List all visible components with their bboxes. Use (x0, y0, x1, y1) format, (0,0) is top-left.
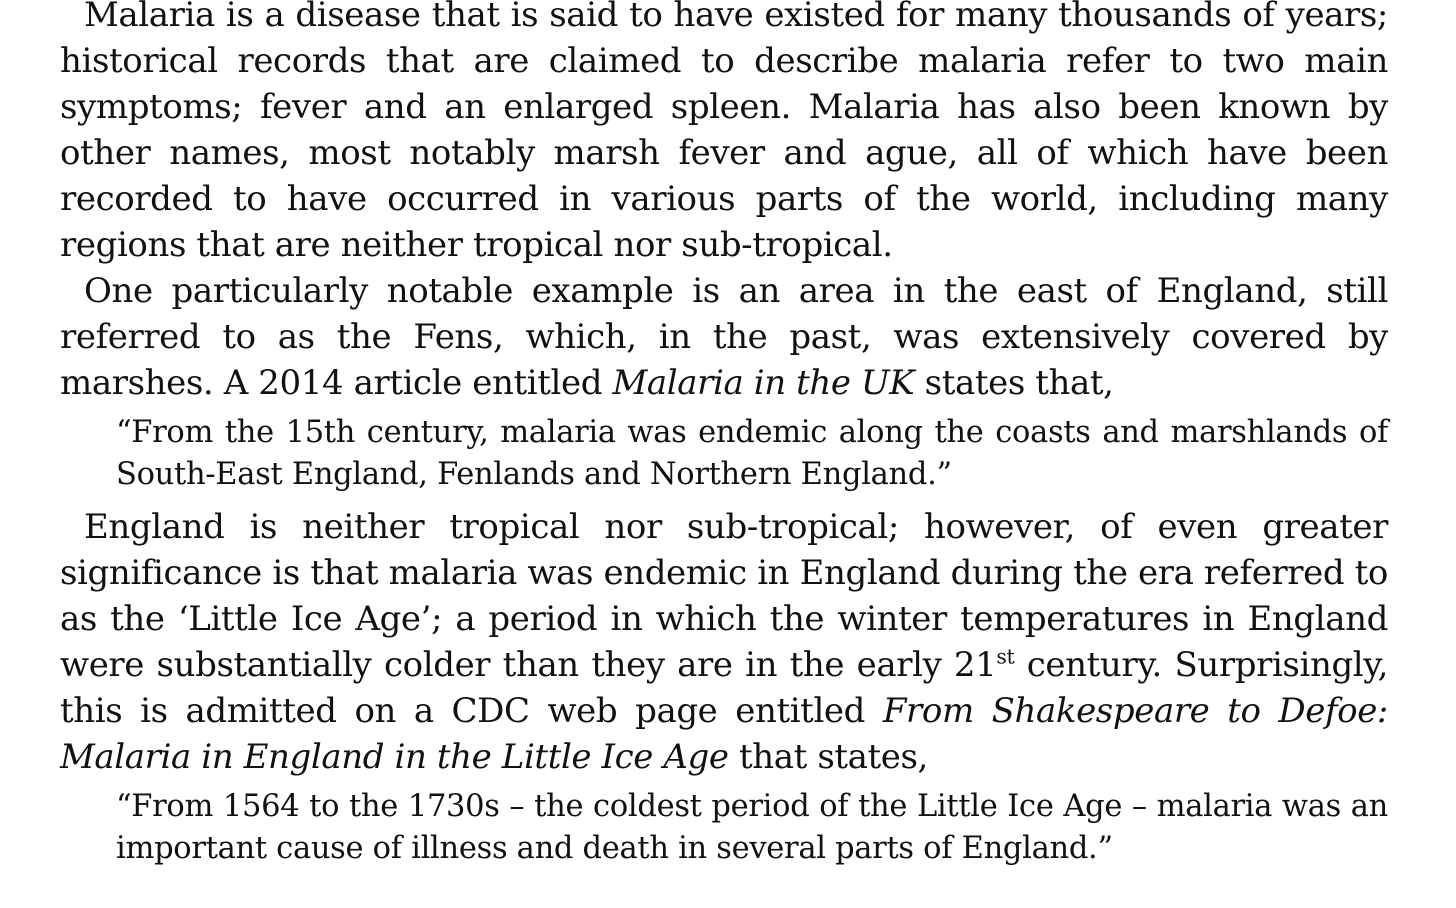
article-title: Malaria in the UK (612, 363, 915, 403)
paragraph-text: century. Surprisingly, this is admitted on a CDC web page entitled (60, 645, 1388, 731)
paragraph-little-ice-age (60, 504, 1388, 780)
paragraph-text: One particularly notable example is an area in the east of England, still referred to as the Fens, which, in the past, was extensively covered by marshes. A 2014 article entitled (60, 271, 1388, 403)
paragraph-text: that states, (728, 737, 928, 777)
document-page (60, 0, 1388, 878)
paragraph-text: states that, (914, 363, 1114, 403)
paragraph-fens-example (60, 268, 1388, 406)
paragraph-malaria-history: Malaria is a disease that is said to have existed for many thousands of years; historical records that are claimed to describe malaria refer to two main symptoms; fever and an enlarged spleen. Malaria has also been known by other names, most notably marsh fever and ague, all of which have been recorded to have occurred in various parts of the world, including many regions that are neither tropical nor sub-tropical. (60, 0, 1388, 265)
webpage-title: From Shakespeare to Defoe: Malaria in England in the Little Ice Age (60, 691, 1388, 777)
block-quote-cdc-page: “From 1564 to the 1730s – the coldest period of the Little Ice Age – malaria was an important cause of illness and death in several parts of England.” (116, 789, 1388, 866)
paragraph-text: England is neither tropical nor sub-tropical; however, of even greater significance is that malaria was endemic in England during the era referred to as the ‘Little Ice Age’; a period in which the winter temperatures in England were substantially colder than they are in the early 21 (60, 507, 1388, 685)
ordinal-superscript: st (996, 644, 1015, 669)
block-quote-uk-article: “From the 15th century, malaria was endemic along the coasts and marshlands of South-East England, Fenlands and Northern England.” (116, 415, 1388, 492)
